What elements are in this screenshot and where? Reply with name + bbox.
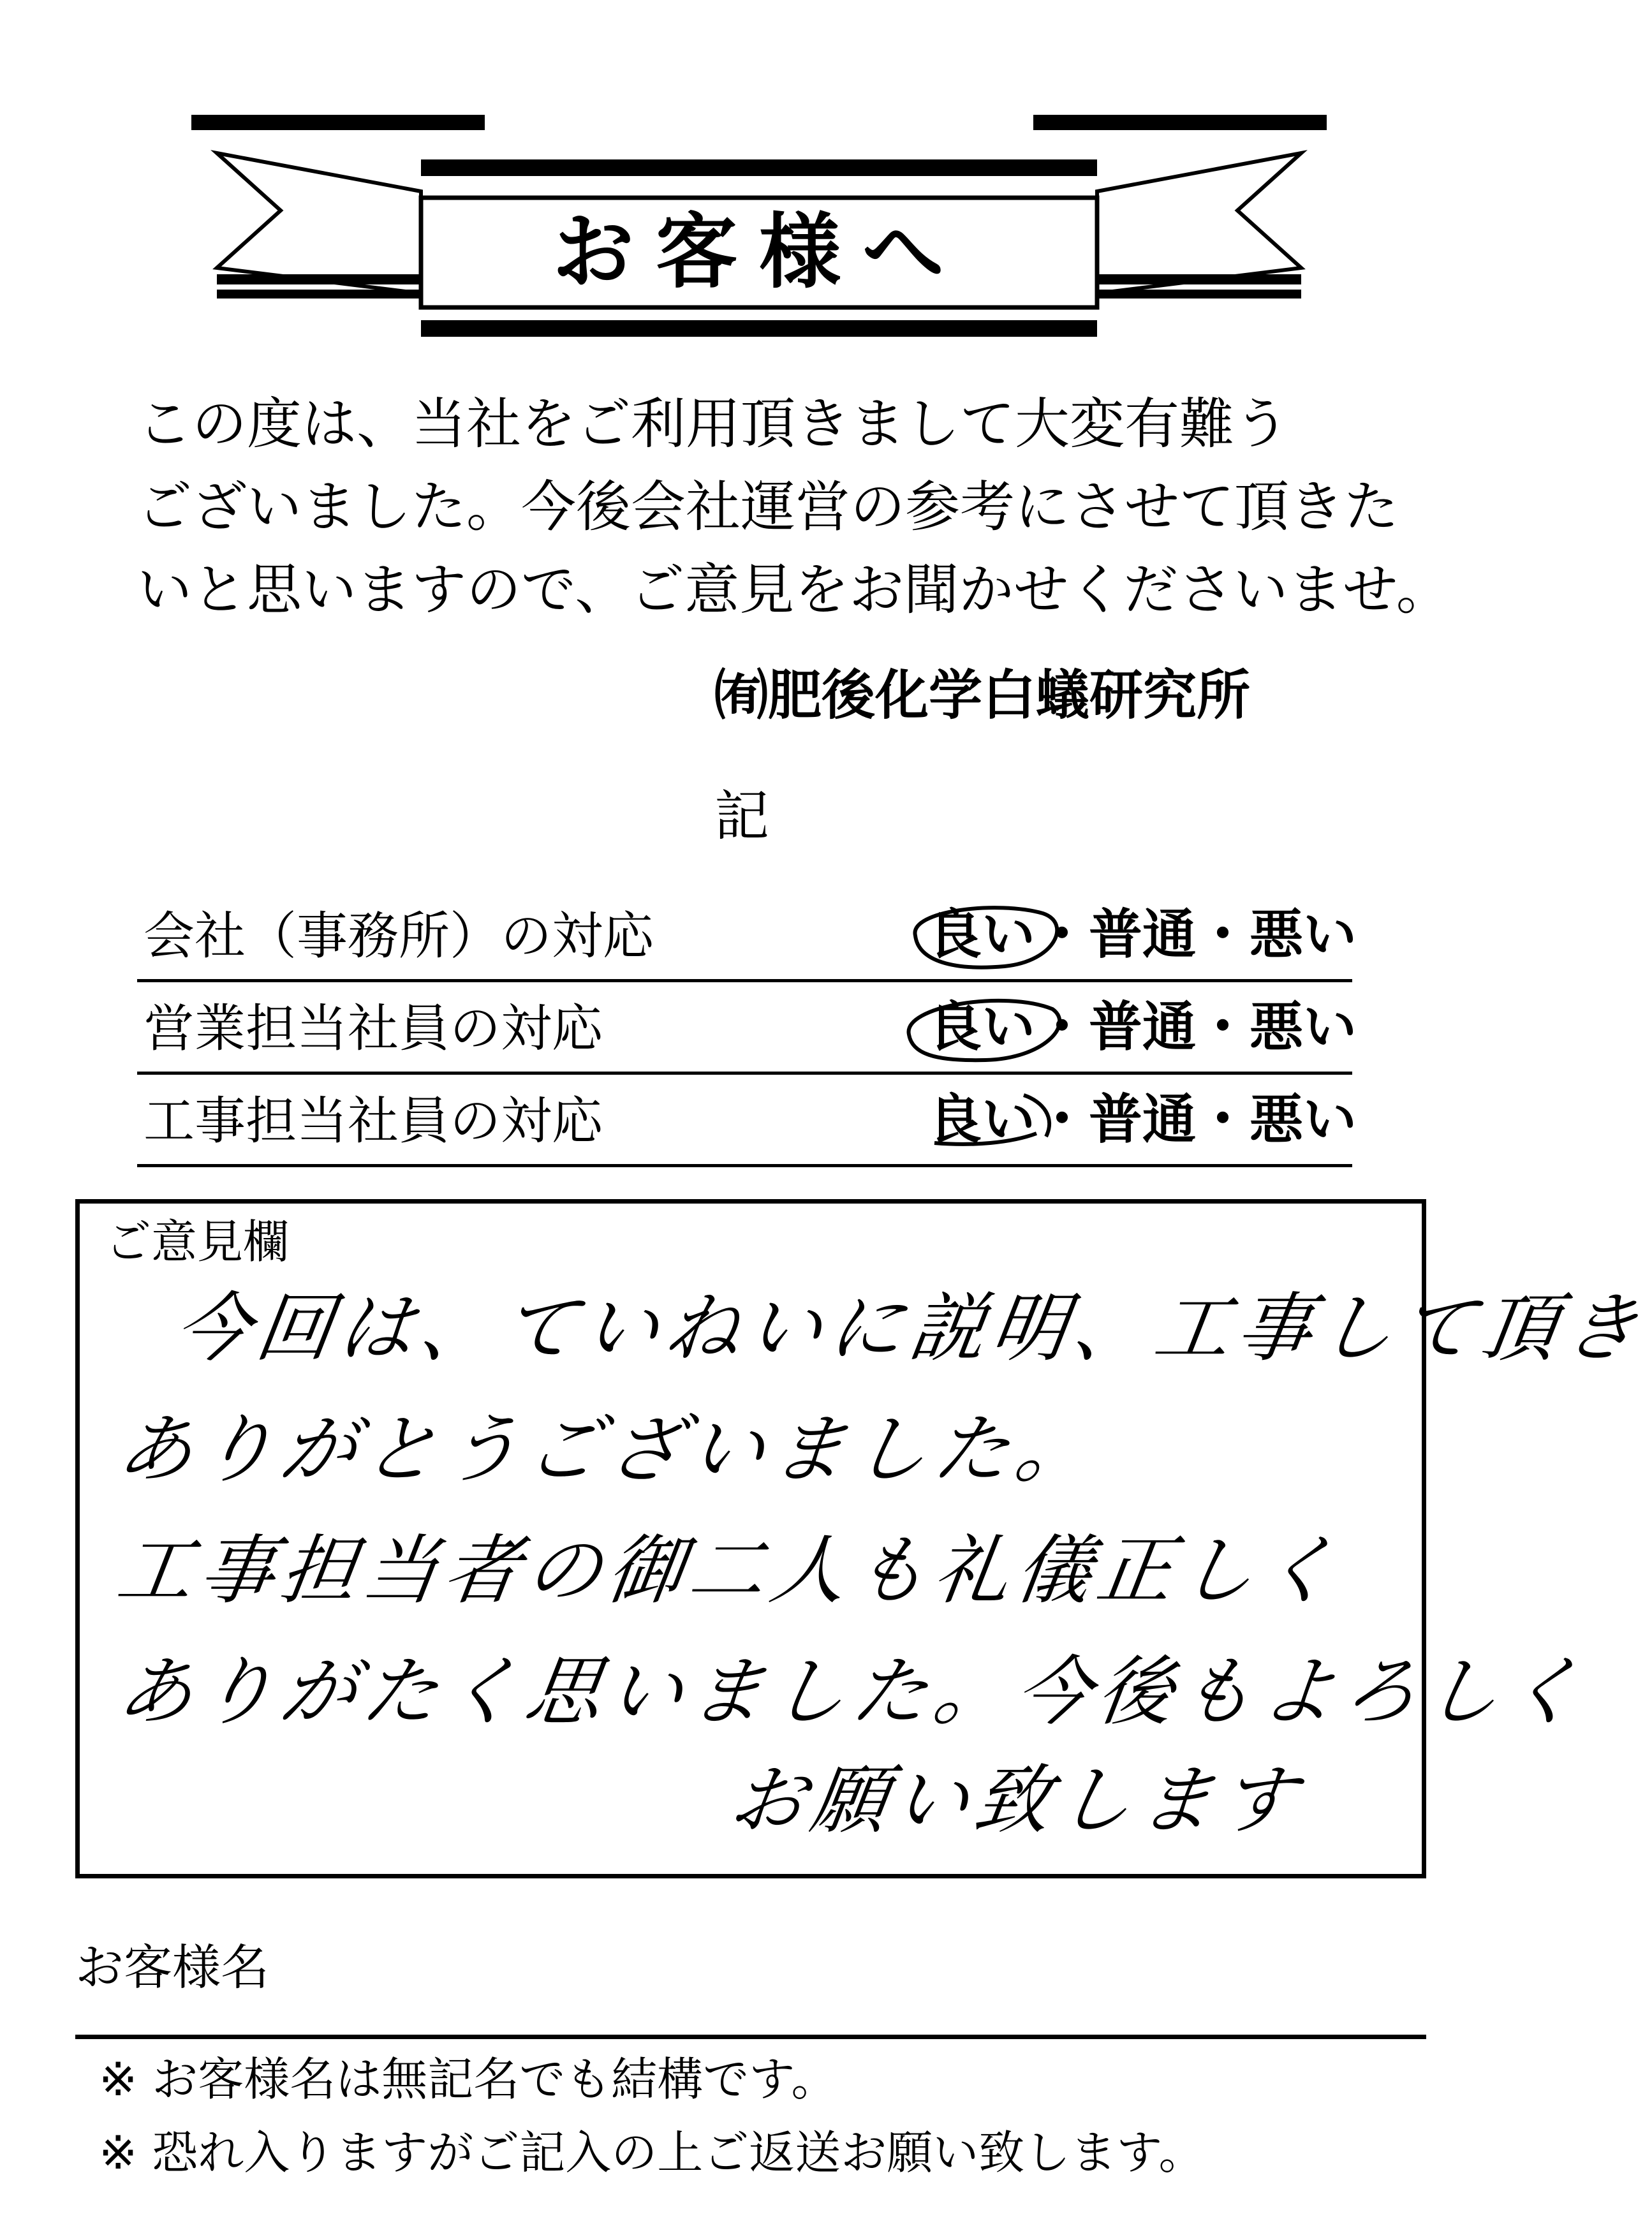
handwritten-line: ありがたく思いました。今後もよろしく — [112, 1647, 1594, 1736]
intro-paragraph — [137, 383, 1451, 631]
rating-options: 良い・普通・悪い — [928, 903, 1357, 966]
customer-name-line — [75, 2035, 1426, 2039]
rating-row-sales — [137, 982, 1357, 1075]
intro-line: いと思いますので、ご意見をお聞かせくださいませ。 — [137, 558, 1451, 622]
ki-heading: 記 — [714, 785, 769, 848]
comment-label: ご意見欄 — [105, 1215, 290, 1269]
handwritten-line: 今回は、ていねいに説明、工事して頂き — [169, 1284, 1651, 1372]
comment-box — [75, 1199, 1651, 1878]
rating-options: 良い・普通・悪い — [928, 1088, 1357, 1151]
title-banner — [191, 115, 1327, 357]
company-name: ㈲肥後化学白蟻研究所 — [714, 664, 1251, 726]
rating-row-office — [137, 890, 1357, 982]
footnote: ※ 恐れ入りますがご記入の上ご返送お願い致します。 — [99, 2126, 1205, 2179]
page-title: お客様へ — [552, 204, 966, 300]
handwritten-line: お願い致します — [724, 1756, 1308, 1844]
rating-row-construction — [137, 1075, 1357, 1167]
handwritten-line: ありがとうございました。 — [112, 1405, 1104, 1493]
intro-line: ございました。今後会社運営の参考にさせて頂きた — [137, 475, 1399, 539]
customer-name-label: お客様名 — [75, 1939, 269, 1996]
rating-label: 会社（事務所）の対応 — [144, 906, 654, 966]
intro-line: この度は、当社をご利用頂きまして大変有難う — [137, 392, 1289, 456]
rating-label: 営業担当社員の対応 — [144, 999, 603, 1058]
rating-options: 良い・普通・悪い — [928, 996, 1357, 1058]
footnote: ※ お客様名は無記名でも結構です。 — [99, 2053, 837, 2106]
rating-label: 工事担当社員の対応 — [144, 1091, 603, 1151]
handwritten-line: 工事担当者の御二人も礼儀正しく — [112, 1526, 1349, 1614]
